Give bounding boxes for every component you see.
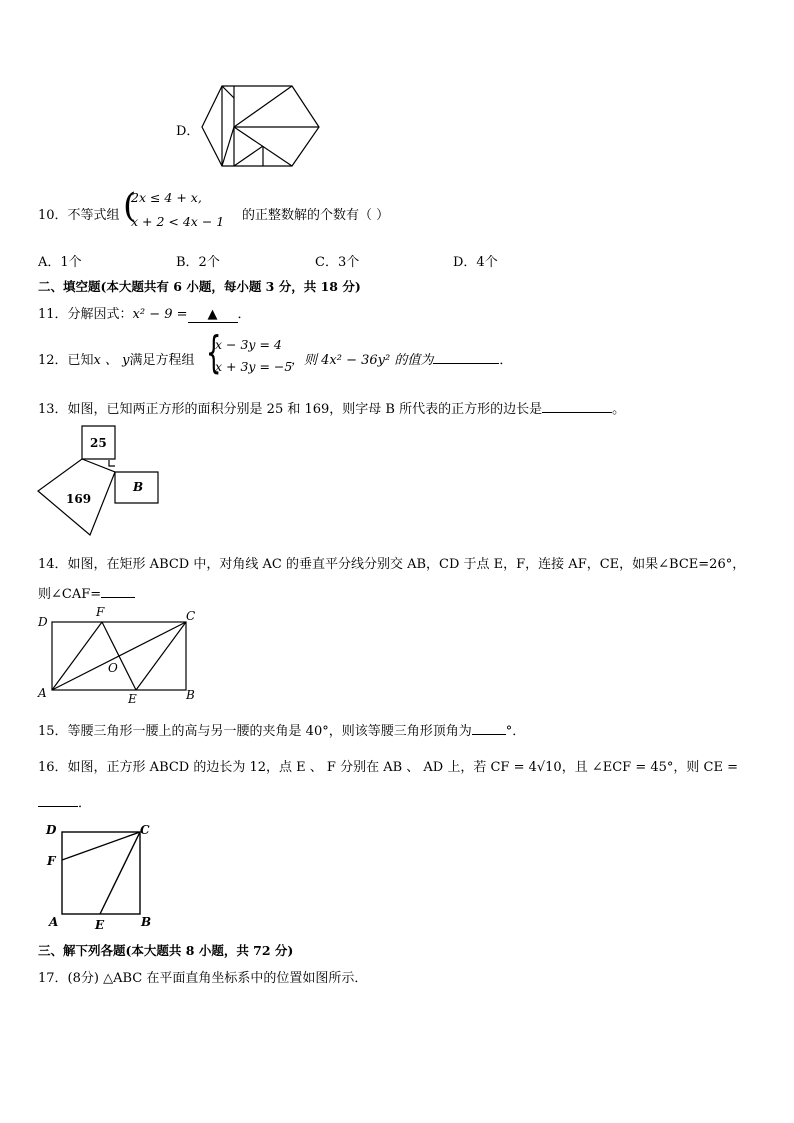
q17-text: 17．(8分) △ABC 在平面直角坐标系中的位置如图所示． [38,971,368,986]
q14-answer-blank [101,597,135,598]
q15-answer-blank [472,734,506,735]
q16-answer-blank [38,806,78,807]
q14-label-a: A [38,686,47,700]
q10-option-d: D．4个 [453,255,498,270]
q14-line-2 [38,583,135,602]
q16-label-b: B [141,915,152,929]
q11-answer-blank [188,307,238,323]
q16-label-c: C [140,823,150,837]
q14-label-c: C [186,609,196,623]
q12-equation-1: x − 3y = 4 [215,337,282,352]
q13-label-169: 169 [66,492,92,506]
q11-prefix: 11．分解因式： [38,307,133,322]
q13-figure [36,424,162,538]
q16-label-d: D [46,823,57,837]
q12-brace: { [206,327,222,378]
q12-equation-2: x + 3y = −5 [215,359,293,374]
q16-line-1: 16．如图，正方形 ABCD 的边长为 12，点 E 、 F 分别在 AB 、 AD 上，若 CF = 4√10，且 ∠ECF = 45°，则 CE = [38,760,738,775]
q12-question [291,349,512,368]
q14-figure [36,604,200,704]
q14-label-o: O [108,661,118,675]
q11-answer-mark: ▲ [207,307,218,322]
q13-text [38,398,625,417]
q12-expression: ，则 4x² − 36y² 的值为 [291,353,434,368]
q9-option-d-label: D． [176,124,200,139]
q10-suffix: 的正整数解的个数有（ ） [242,208,390,223]
q10-option-b: B．2个 [176,255,220,270]
q14-line-1: 14．如图，在矩形 ABCD 中，对角线 AC 的垂直平分线分别交 AB，CD 于点 E，F，连接 AF，CE，如果∠BCE=26°， [38,557,746,572]
q15-suffix: °． [505,724,526,739]
q11-expression: x² − 9 = [132,307,188,322]
q11 [38,303,251,323]
q13-answer-blank [542,412,612,413]
q10-inequality-2: x + 2 < 4x − 1 [131,214,225,229]
q12-answer-blank [433,363,499,364]
q13-suffix: 。 [612,402,626,417]
q15-text: 15．等腰三角形一腰上的高与另一腰的夹角是 40°，则该等腰三角形顶角为 [38,724,472,739]
q14-label-e: E [128,692,137,704]
q9-option-d-figure [200,84,322,170]
section-3-title: 三、解下列各题(本大题共 8 小题，共 72 分) [38,943,294,958]
q14-line-2-text: 则∠CAF= [38,587,102,602]
q16-line-2 [38,792,91,811]
q13-question-text: 13．如图，已知两正方形的面积分别是 25 和 169，则字母 B 所代表的正方形的边长是 [38,402,543,417]
q13-label-25: 25 [90,436,107,450]
q15 [38,720,525,739]
q16-suffix: ． [78,796,92,811]
q11-suffix: ． [237,307,251,322]
q12-vars: x 、 y [93,353,130,368]
q12-prefix [38,349,195,368]
q14-label-b: B [186,688,195,702]
q16-label-a: A [49,915,59,929]
q10-inequality-1: 2x ≤ 4 + x, [131,190,202,205]
q16-label-e: E [95,918,105,932]
q12-suffix: ． [499,353,513,368]
q14-label-d: D [38,615,48,629]
q12-prefix-text: 12．已知 [38,353,94,368]
q16-label-f: F [47,854,56,868]
q10-prefix: 10．不等式组 [38,208,120,223]
q10-brace: ( [123,186,137,226]
q13-label-b: B [133,480,144,494]
q16-figure [44,820,160,932]
q10-option-a: A．1个 [38,255,82,270]
section-2-title: 二、填空题(本大题共有 6 小题，每小题 3 分，共 18 分) [38,279,361,294]
q14-label-f: F [96,605,105,619]
q12-mid: 满足方程组 [129,353,195,368]
q10-option-c: C．3个 [315,255,360,270]
